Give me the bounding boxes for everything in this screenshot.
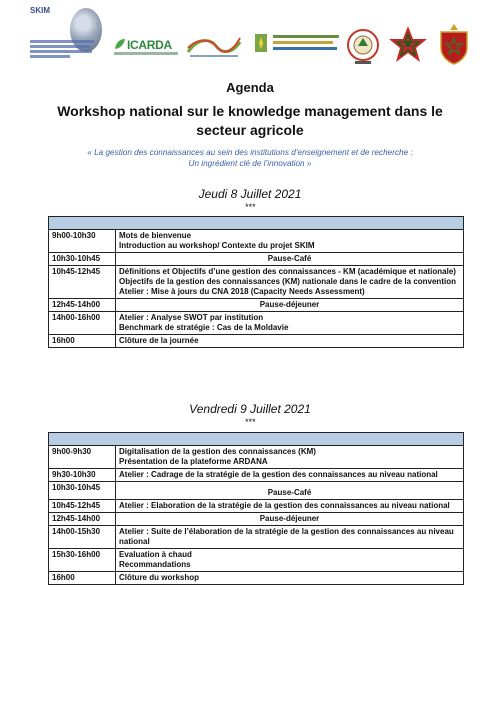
schedule-time: 15h30-16h00 (49, 549, 116, 572)
schedule-time: 10h30-10h45 (49, 482, 116, 500)
schedule-time: 14h00-15h30 (49, 526, 116, 549)
day2-schedule-table (48, 432, 464, 585)
activity-line: Atelier : Analyse SWOT par institution (119, 313, 264, 322)
schedule-activity (116, 526, 464, 549)
logo-bar (0, 0, 500, 76)
skim-globe-logo (30, 6, 104, 68)
table-header-row (49, 433, 464, 446)
schedule-activity (116, 230, 464, 253)
agenda-heading: Agenda (226, 80, 274, 95)
schedule-time: 9h00-10h30 (49, 230, 116, 253)
enameknes-logo (346, 28, 380, 66)
workshop-title (0, 102, 500, 140)
workshop-subtitle (0, 147, 500, 169)
activity-line: Benchmark de stratégie : Cas de la Moldavie (119, 323, 289, 332)
star-emblem-logo (388, 24, 428, 66)
ministry-logo-caption (273, 35, 341, 53)
schedule-time: 9h30-10h30 (49, 469, 116, 482)
activity-line: Pause-Café (267, 254, 312, 263)
wave-logo (186, 34, 242, 60)
schedule-row (49, 526, 464, 549)
activity-line: Introduction au workshop/ Contexte du projet SKIM (119, 241, 315, 250)
activity-line: Objectifs de la gestion des connaissances (KM) nationale dans le cadre de la convention (119, 277, 456, 286)
table-header-cell (49, 217, 464, 230)
schedule-activity (116, 253, 464, 266)
schedule-row (49, 549, 464, 572)
activity-line: Pause-déjeuner (259, 300, 320, 309)
activity-line: Pause-Café (267, 488, 312, 497)
schedule-row (49, 500, 464, 513)
icarda-logo-text: ICARDA (127, 38, 172, 52)
table-header-cell (49, 433, 464, 446)
activity-line: Clôture du workshop (119, 573, 199, 582)
schedule-time: 12h45-14h00 (49, 513, 116, 526)
schedule-activity (116, 335, 464, 348)
schedule-row (49, 482, 464, 500)
schedule-time: 16h00 (49, 335, 116, 348)
activity-line: Atelier : Mise à jours du CNA 2018 (Capacity Needs Assessment) (119, 287, 365, 296)
schedule-row (49, 446, 464, 469)
schedule-row (49, 230, 464, 253)
schedule-activity (116, 513, 464, 526)
schedule-row (49, 253, 464, 266)
day2-heading: Vendredi 9 Juillet 2021 (189, 402, 311, 416)
schedule-row (49, 266, 464, 299)
schedule-activity (116, 266, 464, 299)
activity-line: Evaluation à chaud (119, 550, 192, 559)
activity-line: Mots de bienvenue (119, 231, 192, 240)
schedule-activity (116, 446, 464, 469)
activity-line: Atelier : Elaboration de la stratégie de la gestion des connaissances au niveau national (119, 501, 450, 510)
table-header-row (49, 217, 464, 230)
activity-line: Atelier : Cadrage de la stratégie de la gestion des connaissances au niveau national (119, 470, 438, 479)
activity-line: Digitalisation de la gestion des connaissances (KM) (119, 447, 316, 456)
schedule-time: 10h45-12h45 (49, 266, 116, 299)
schedule-activity (116, 482, 464, 500)
schedule-time: 12h45-14h00 (49, 299, 116, 312)
skim-logo-caption (30, 40, 100, 60)
schedule-row (49, 299, 464, 312)
workshop-title-line: Workshop national sur le knowledge management dans le (57, 103, 443, 119)
ministry-logo (253, 32, 341, 62)
schedule-row (49, 572, 464, 585)
schedule-activity (116, 469, 464, 482)
day1-separator: *** (244, 202, 256, 212)
icarda-logo-caption (114, 52, 178, 55)
icarda-logo (114, 38, 178, 60)
schedule-activity (116, 299, 464, 312)
schedule-activity (116, 572, 464, 585)
workshop-title-line: secteur agricole (196, 122, 304, 138)
subtitle-line: « La gestion des connaissances au sein des institutions d’enseignement et de recherche : (87, 148, 413, 157)
schedule-row (49, 513, 464, 526)
schedule-activity (116, 312, 464, 335)
schedule-row (49, 469, 464, 482)
schedule-time: 16h00 (49, 572, 116, 585)
activity-line: Définitions et Objectifs d’une gestion des connaissances - KM (académique et nationale) (119, 267, 456, 276)
activity-line: Clôture de la journée (119, 336, 199, 345)
schedule-row (49, 335, 464, 348)
schedule-time: 10h30-10h45 (49, 253, 116, 266)
activity-line: Atelier : Suite de l’élaboration de la stratégie de la gestion des connaissances au niveau national (119, 527, 454, 546)
day1-schedule-table (48, 216, 464, 348)
day2-separator: *** (244, 417, 256, 427)
schedule-time: 10h45-12h45 (49, 500, 116, 513)
title-block (0, 80, 500, 169)
activity-line: Pause-déjeuner (259, 514, 320, 523)
schedule-time: 9h00-9h30 (49, 446, 116, 469)
subtitle-line: Un ingrédient clé de l’innovation » (188, 159, 312, 168)
ministry-emblem-icon (253, 32, 269, 54)
activity-line: Recommandations (119, 560, 191, 569)
schedule-time: 14h00-16h00 (49, 312, 116, 335)
royal-crest-logo (436, 22, 472, 66)
schedule-row (49, 312, 464, 335)
day1-heading: Jeudi 8 Juillet 2021 (198, 187, 302, 201)
schedule-activity (116, 549, 464, 572)
skim-logo-text: SKIM (30, 6, 50, 15)
schedule-activity (116, 500, 464, 513)
leaf-icon (114, 38, 126, 50)
activity-line: Présentation de la plateforme ARDANA (119, 457, 268, 466)
